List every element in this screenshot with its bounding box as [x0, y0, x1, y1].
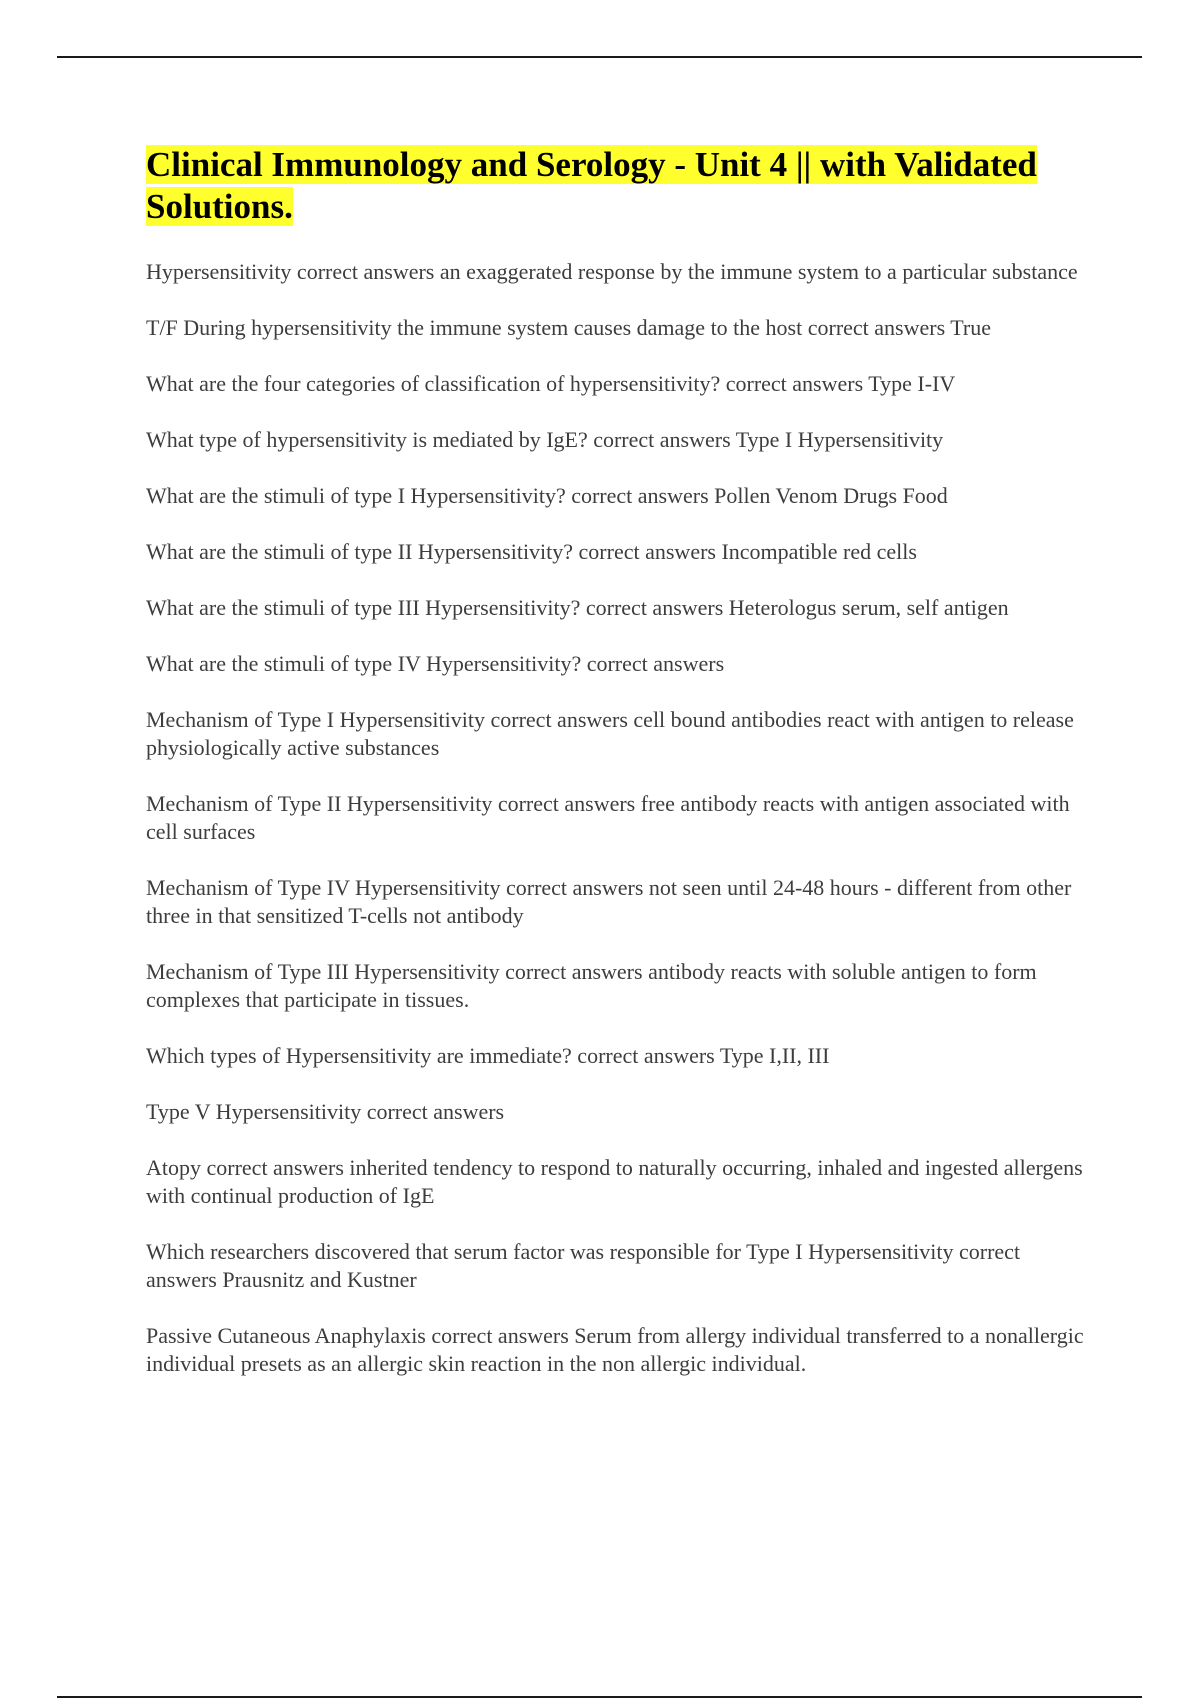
document-title-text: Clinical Immunology and Serology - Unit 4 || with Validated Solutions.	[146, 145, 1037, 226]
qa-entry-type-v: Type V Hypersensitivity correct answers	[146, 1099, 505, 1124]
qa-entry-type-i-mechanism: Mechanism of Type I Hypersensitivity correct answers cell bound antibodies react with antigen to release physiologically active substances	[146, 707, 1074, 760]
qa-entry-type-iii-stimuli: What are the stimuli of type III Hypersensitivity? correct answers Heterologus serum, self antigen	[146, 595, 1009, 620]
document-title	[146, 144, 1091, 228]
qa-entry-type-i-stimuli: What are the stimuli of type I Hypersensitivity? correct answers Pollen Venom Drugs Food	[146, 483, 948, 508]
qa-entry-type-iii-mechanism: Mechanism of Type III Hypersensitivity correct answers antibody reacts with soluble antigen to form complexes that participate in tissues.	[146, 959, 1037, 1012]
qa-entry-researchers: Which researchers discovered that serum factor was responsible for Type I Hypersensitivity correct answers Prausnitz and Kustner	[146, 1239, 1021, 1292]
qa-entry-passive-cutaneous-anaphylaxis: Passive Cutaneous Anaphylaxis correct answers Serum from allergy individual transferred to a nonallergic individual presets as an allergic skin reaction in the non allergic individual.	[146, 1323, 1084, 1376]
qa-entry-atopy: Atopy correct answers inherited tendency to respond to naturally occurring, inhaled and ingested allergens with continual production of IgE	[146, 1155, 1083, 1208]
document-body	[146, 144, 1091, 1406]
qa-entry-type-iv-mechanism: Mechanism of Type IV Hypersensitivity correct answers not seen until 24-48 hours - different from other three in that sensitized T-cells not antibody	[146, 875, 1072, 928]
qa-entry-type-ii-mechanism: Mechanism of Type II Hypersensitivity correct answers free antibody reacts with antigen associated with cell surfaces	[146, 791, 1070, 844]
qa-entry-type-ii-stimuli: What are the stimuli of type II Hypersensitivity? correct answers Incompatible red cells	[146, 539, 917, 564]
qa-entry-immediate-types: Which types of Hypersensitivity are immediate? correct answers Type I,II, III	[146, 1043, 830, 1068]
top-divider	[57, 56, 1142, 58]
bottom-divider	[57, 1696, 1142, 1698]
qa-entry-hypersensitivity: Hypersensitivity correct answers an exaggerated response by the immune system to a particular substance	[146, 259, 1078, 284]
qa-entry-ige-mediated: What type of hypersensitivity is mediated by IgE? correct answers Type I Hypersensitivity	[146, 427, 944, 452]
qa-entry-four-categories: What are the four categories of classification of hypersensitivity? correct answers Type I-IV	[146, 371, 956, 396]
qa-entry-type-iv-stimuli: What are the stimuli of type IV Hypersensitivity? correct answers	[146, 651, 725, 676]
qa-entry-tf-host-damage: T/F During hypersensitivity the immune system causes damage to the host correct answers True	[146, 315, 992, 340]
